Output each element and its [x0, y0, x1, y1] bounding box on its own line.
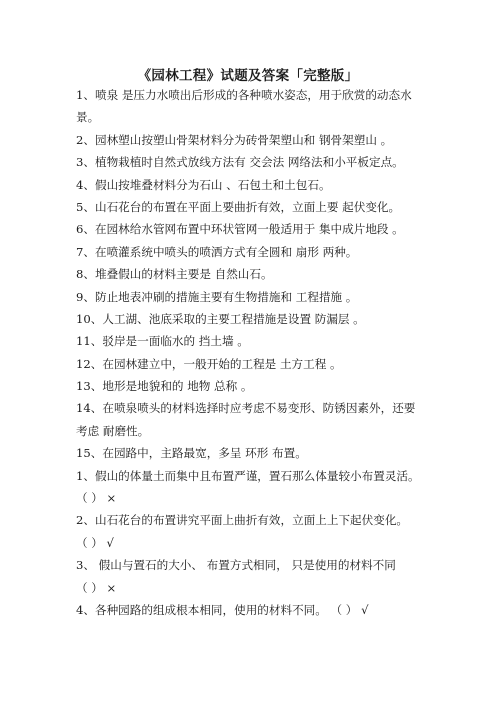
- text-line: 4、假山按堆叠材料分为石山 、石包土和土包石。: [76, 177, 331, 192]
- text-line: （ ） √: [76, 535, 114, 550]
- text-line: 2、山石花台的布置讲究平面上曲折有效，立面上上下起伏变化。: [76, 513, 409, 528]
- text-line: 考虑 耐磨性。: [76, 423, 150, 438]
- text-line: 10、人工湖、池底采取的主要工程措施是设置 防漏层 。: [76, 311, 365, 326]
- text-line: （ ） ×: [76, 491, 117, 506]
- text-line: 6、在园林给水管网布置中环状管网一般适用于 集中成片地段 。: [76, 222, 404, 237]
- text-line: 9、防止地表冲刷的措施主要有生物措施和 工程措施 。: [76, 289, 358, 304]
- text-line: 1、喷泉 是压力水喷出后形成的各种喷水姿态，用于欣赏的动态水: [76, 88, 412, 102]
- text-line: 5、山石花台的布置在平面上要曲折有效，立面上要 起伏变化。: [76, 199, 401, 214]
- text-line: 8、堆叠假山的材料主要是 自然山石。: [76, 267, 273, 282]
- document-body: [76, 84, 426, 621]
- text-line: 12、在园林建立中，一般开始的工程是 土方工程 。: [76, 356, 342, 371]
- document-title: 《园林工程》试题及答案「完整版」: [137, 68, 359, 84]
- text-line: （ ） ×: [76, 580, 117, 595]
- text-line: 3、 假山与置石的大小、 布置方式相同， 只是使用的材料不同: [76, 558, 396, 573]
- text-line: 13、地形是地貌和的 地物 总称 。: [76, 379, 253, 394]
- text-line: 4、各种园路的组成根本相同，使用的材料不同。 （ ） √: [76, 602, 369, 617]
- text-line: 15、在园路中，主路最宽，多呈 环形 布置。: [76, 446, 307, 461]
- text-line: 3、植物栽植时自然式放线方法有 交会法 网络法和小平板定点。: [76, 155, 404, 170]
- text-line: 1、假山的体量土而集中且布置严谨，置石那么体量较小布置灵活。: [76, 468, 420, 483]
- text-line: 7、在喷灌系统中喷头的喷洒方式有全圆和 扇形 两种。: [76, 244, 358, 259]
- text-line: 11、驳岸是一面临水的 挡土墙 。: [76, 334, 249, 349]
- text-line: 2、园林塑山按塑山骨架材料分为砖骨架塑山和 钢骨架塑山 。: [76, 132, 393, 147]
- text-line: 14、在喷泉喷头的材料选择时应考虑不易变形、防锈因素外，还要: [76, 401, 416, 416]
- text-line: 景。: [76, 110, 100, 125]
